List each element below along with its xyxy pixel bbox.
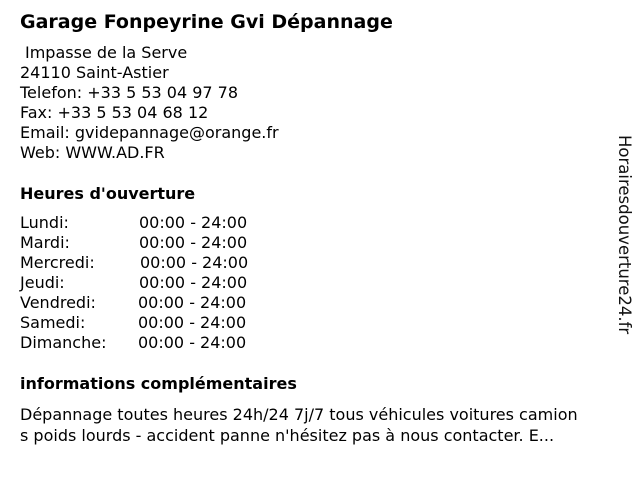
day-label: Dimanche:	[20, 333, 107, 352]
watermark-text: Horairesdouverture24.fr	[615, 135, 634, 335]
time-range: 00:00 - 24:00	[139, 233, 248, 252]
address-block	[20, 43, 279, 163]
hours-row	[20, 293, 280, 313]
hours-row	[20, 333, 280, 353]
day-label: Mardi:	[20, 233, 70, 252]
time-range: 00:00 - 24:00	[138, 293, 247, 312]
web-line[interactable]: Web: WWW.AD.FR	[20, 143, 165, 162]
hours-row	[20, 213, 280, 233]
time-range: 00:00 - 24:00	[138, 333, 247, 352]
hours-heading: Heures d'ouverture	[20, 184, 196, 203]
hours-row	[20, 253, 280, 273]
time-range: 00:00 - 24:00	[140, 253, 249, 272]
day-label: Jeudi:	[20, 273, 65, 292]
day-label: Vendredi:	[20, 293, 96, 312]
site-watermark	[612, 135, 636, 345]
hours-row	[20, 233, 280, 253]
day-label: Mercredi:	[20, 253, 95, 272]
address-street: Impasse de la Serve	[25, 43, 188, 62]
hours-row	[20, 273, 280, 293]
info-line: s poids lourds - accident panne n'hésitez pas à nous contacter. E...	[20, 426, 555, 445]
info-description	[20, 404, 630, 446]
fax-line: Fax: +33 5 53 04 68 12	[20, 103, 209, 122]
info-line: Dépannage toutes heures 24h/24 7j/7 tous véhicules voitures camion	[20, 405, 578, 424]
business-name: Garage Fonpeyrine Gvi Dépannage	[20, 11, 393, 33]
time-range: 00:00 - 24:00	[139, 213, 248, 232]
address-city: 24110 Saint-Astier	[20, 63, 169, 82]
day-label: Lundi:	[20, 213, 69, 232]
time-range: 00:00 - 24:00	[138, 313, 247, 332]
email-line[interactable]: Email: gvidepannage@orange.fr	[20, 123, 279, 142]
hours-table	[20, 213, 280, 353]
phone-line[interactable]: Telefon: +33 5 53 04 97 78	[20, 83, 239, 102]
day-label: Samedi:	[20, 313, 86, 332]
hours-row	[20, 313, 280, 333]
info-heading: informations complémentaires	[20, 374, 297, 393]
time-range: 00:00 - 24:00	[139, 273, 248, 292]
